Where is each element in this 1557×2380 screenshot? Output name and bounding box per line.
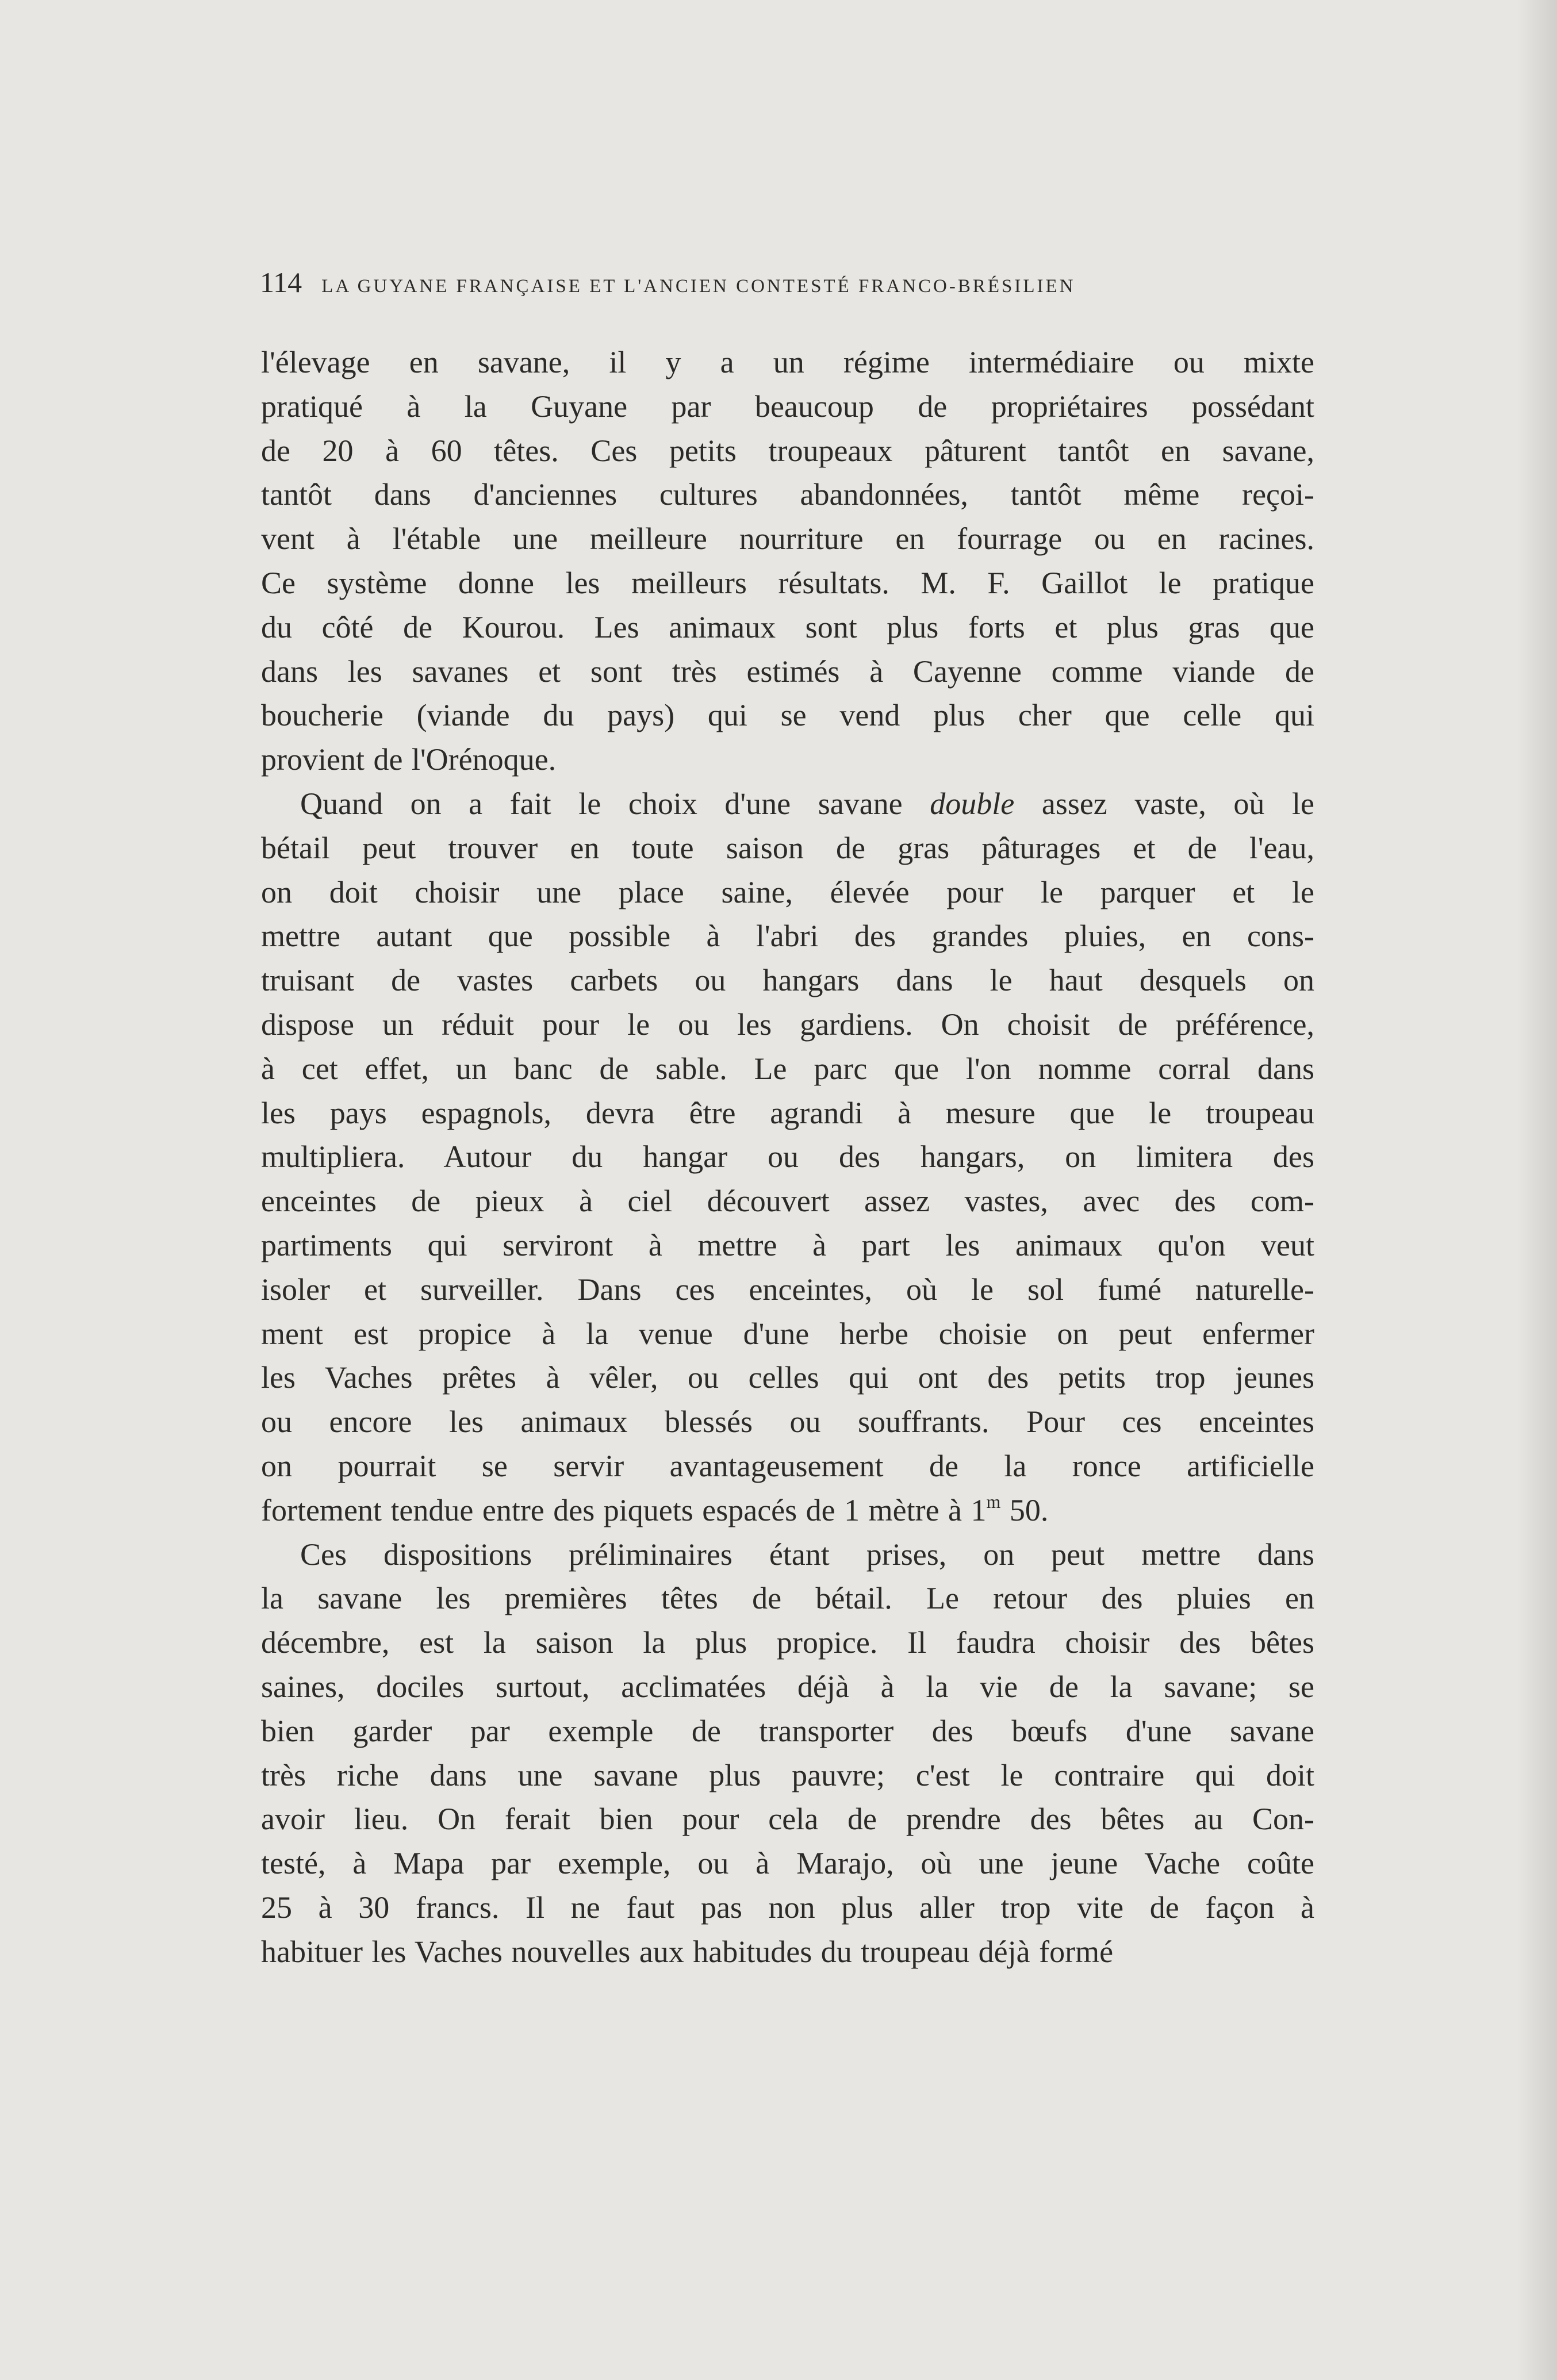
text-segment: Ces dispositions préliminaires étant prises, on peut mettre dans — [300, 1537, 1314, 1572]
text-segment: à cet effet, un banc de sable. Le parc que l'on nomme corral dans — [261, 1051, 1314, 1086]
text-segment: tantôt dans d'anciennes cultures abandonnées, tantôt même reçoi- — [261, 477, 1314, 512]
text-line — [261, 517, 1314, 561]
text-segment: pratiqué à la Guyane par beaucoup de propriétaires possédant — [261, 389, 1314, 424]
text-segment: on doit choisir une place saine, élevée pour le parquer et le — [261, 874, 1314, 909]
running-header — [260, 266, 1237, 300]
text-line — [261, 1665, 1314, 1709]
text-segment: habituer les Vaches nouvelles aux habitudes du troupeau déjà formé — [261, 1934, 1114, 1969]
text-segment: 50. — [1000, 1492, 1049, 1527]
text-line — [261, 1797, 1314, 1841]
text-line — [261, 693, 1314, 738]
text-segment: provient de l'Orénoque. — [261, 742, 557, 777]
page-number: 114 — [260, 266, 302, 298]
text-segment: les pays espagnols, devra être agrandi à mesure que le troupeau — [261, 1095, 1314, 1130]
text-segment: avoir lieu. On ferait bien pour cela de prendre des bêtes au Con- — [261, 1802, 1314, 1837]
text-segment: vent à l'étable une meilleure nourriture en fourrage ou en racines. — [261, 521, 1314, 556]
text-line — [261, 1268, 1314, 1312]
text-segment: de 20 à 60 têtes. Ces petits troupeaux pâturent tantôt en savane, — [261, 433, 1314, 468]
text-line — [261, 1179, 1314, 1223]
superscript: m — [986, 1491, 1001, 1512]
text-segment: bétail peut trouver en toute saison de gras pâturages et de l'eau, — [261, 830, 1314, 865]
text-line — [261, 1488, 1314, 1533]
italic-word: double — [930, 786, 1015, 821]
page-edge-shadow — [1517, 0, 1557, 2380]
text-segment: Ce système donne les meilleurs résultats. M. F. Gaillot le pratique — [261, 565, 1314, 600]
text-segment: très riche dans une savane plus pauvre; c'est le contraire qui doit — [261, 1757, 1314, 1792]
text-line — [261, 340, 1314, 385]
paragraph — [261, 782, 1314, 1533]
text-segment: dans les savanes et sont très estimés à Cayenne comme viande de — [261, 654, 1314, 689]
text-segment: multipliera. Autour du hangar ou des hangars, on limitera des — [261, 1139, 1314, 1174]
text-segment: les Vaches prêtes à vêler, ou celles qui ont des petits trop jeunes — [261, 1360, 1314, 1395]
text-segment: truisant de vastes carbets ou hangars dans le haut desquels on — [261, 963, 1314, 998]
text-line — [261, 1886, 1314, 1930]
text-line — [261, 738, 1314, 782]
text-line — [261, 561, 1314, 605]
text-segment: l'élevage en savane, il y a un régime intermédiaire ou mixte — [261, 345, 1314, 379]
paragraph — [261, 340, 1314, 782]
text-segment: bien garder par exemple de transporter des bœufs d'une savane — [261, 1713, 1314, 1748]
text-line — [261, 1003, 1314, 1047]
text-segment: saines, dociles surtout, acclimatées déjà à la vie de la savane; se — [261, 1669, 1314, 1704]
text-segment: ou encore les animaux blessés ou souffrants. Pour ces enceintes — [261, 1404, 1314, 1439]
text-segment: la savane les premières têtes de bétail. Le retour des pluies en — [261, 1581, 1314, 1616]
text-segment: mettre autant que possible à l'abri des grandes pluies, en cons- — [261, 919, 1314, 954]
running-title: LA GUYANE FRANÇAISE ET L'ANCIEN CONTESTÉ FRANCO-BRÉSILIEN — [321, 276, 1076, 297]
text-line — [261, 473, 1314, 517]
text-segment: Quand on a fait le choix d'une savane — [300, 786, 930, 821]
text-line — [261, 826, 1314, 870]
text-segment: on pourrait se servir avantageusement de la ronce artificielle — [261, 1448, 1314, 1483]
text-line — [261, 1356, 1314, 1400]
text-line — [261, 1709, 1314, 1753]
text-line — [261, 958, 1314, 1003]
body-text — [261, 340, 1314, 1974]
text-line — [261, 870, 1314, 915]
text-line — [261, 1621, 1314, 1665]
text-segment: décembre, est la saison la plus propice. Il faudra choisir des bêtes — [261, 1625, 1314, 1660]
text-line — [261, 1312, 1314, 1356]
text-segment: partiments qui serviront à mettre à part les animaux qu'on veut — [261, 1227, 1314, 1262]
text-segment: fortement tendue entre des piquets espacés de 1 mètre à 1 — [261, 1492, 987, 1527]
text-segment: assez vaste, où le — [1014, 786, 1314, 821]
text-segment: du côté de Kourou. Les animaux sont plus forts et plus gras que — [261, 609, 1314, 644]
text-line — [261, 650, 1314, 694]
text-line — [261, 1841, 1314, 1886]
text-line — [261, 1135, 1314, 1179]
text-line — [261, 1400, 1314, 1444]
text-line — [261, 1223, 1314, 1268]
text-line — [261, 1576, 1314, 1621]
text-segment: boucherie (viande du pays) qui se vend plus cher que celle qui — [261, 698, 1314, 733]
text-line — [261, 1047, 1314, 1091]
text-segment: testé, à Mapa par exemple, ou à Marajo, où une jeune Vache coûte — [261, 1846, 1314, 1881]
text-segment: 25 à 30 francs. Il ne faut pas non plus aller trop vite de façon à — [261, 1890, 1314, 1925]
text-line — [261, 914, 1314, 958]
text-segment: isoler et surveiller. Dans ces enceintes, où le sol fumé naturelle- — [261, 1272, 1314, 1307]
text-line — [261, 1930, 1314, 1974]
text-segment: dispose un réduit pour le ou les gardiens. On choisit de préférence, — [261, 1007, 1314, 1042]
text-line — [261, 1753, 1314, 1798]
text-line — [261, 1444, 1314, 1488]
text-line — [261, 1091, 1314, 1135]
text-line — [261, 782, 1314, 826]
text-segment: ment est propice à la venue d'une herbe choisie on peut enfermer — [261, 1316, 1314, 1351]
text-line — [261, 605, 1314, 650]
text-line — [261, 1533, 1314, 1577]
paragraph — [261, 1533, 1314, 1974]
text-line — [261, 429, 1314, 473]
text-segment: enceintes de pieux à ciel découvert assez vastes, avec des com- — [261, 1184, 1314, 1219]
text-line — [261, 385, 1314, 429]
